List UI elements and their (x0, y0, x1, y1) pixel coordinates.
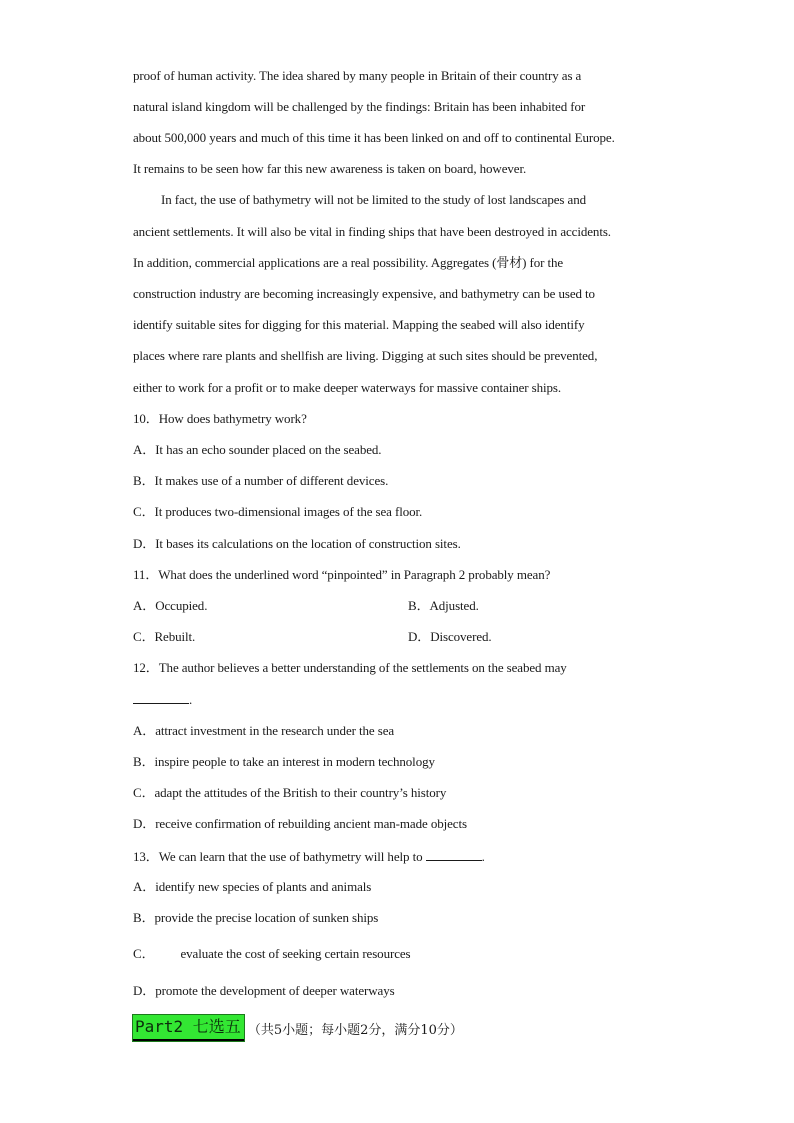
question-stem-line (133, 848, 673, 865)
answer-option: A．attract investment in the research under the sea (133, 723, 395, 738)
answer-option: D．Discovered. (408, 629, 492, 644)
passage-line: It remains to be seen how far this new awareness is taken on board, however. (133, 161, 527, 176)
option-text: promote the development of deeper waterways (155, 983, 395, 998)
option-letter: D． (133, 983, 156, 998)
answer-blank (426, 848, 482, 861)
section-header (133, 1015, 463, 1041)
answer-option: C．Rebuilt. (133, 629, 196, 644)
option-letter: C． (133, 946, 155, 961)
passage-line: natural island kingdom will be challenged by the findings: Britain has been inhabited for (133, 99, 586, 114)
passage-line: either to work for a profit or to make deeper waterways for massive container ships. (133, 380, 562, 395)
section-description: （共5小题；每小题2分，满分10分） (247, 1022, 463, 1038)
question-stem: 10．How does bathymetry work? (133, 411, 307, 426)
passage-line: construction industry are becoming increasingly expensive, and bathymetry can be used to (133, 286, 595, 301)
question-stem: 11．What does the underlined word “pinpointed” in Paragraph 2 probably mean? (133, 567, 551, 582)
answer-option: D．receive confirmation of rebuilding ancient man-made objects (133, 816, 467, 831)
passage-line: ancient settlements. It will also be vital in finding ships that have been destroyed in accidents. (133, 224, 611, 239)
answer-option: D．It bases its calculations on the location of construction sites. (133, 536, 461, 551)
answer-option: B．It makes use of a number of different devices. (133, 473, 389, 488)
option-letter: B． (133, 910, 155, 925)
answer-option (133, 946, 673, 962)
answer-option: B．inspire people to take an interest in modern technology (133, 754, 435, 769)
passage-line: identify suitable sites for digging for this material. Mapping the seabed will also identify (133, 317, 585, 332)
option-text: provide the precise location of sunken ships (154, 910, 379, 925)
answer-option: B．Adjusted. (408, 598, 479, 613)
option-letter: A． (133, 879, 156, 894)
answer-option (133, 910, 673, 926)
option-text: identify new species of plants and animals (155, 879, 372, 894)
passage-line: In addition, commercial applications are a real possibility. Aggregates (骨材) for the (133, 255, 564, 270)
stem-tail: . (481, 849, 485, 864)
passage-line: about 500,000 years and much of this time it has been linked on and off to continental Europe. (133, 130, 615, 145)
answer-blank (133, 691, 189, 704)
stem-tail: . (189, 692, 193, 707)
answer-option: C．It produces two-dimensional images of the sea floor. (133, 504, 423, 519)
question-stem: 12．The author believes a better understanding of the settlements on the seabed may (133, 660, 567, 675)
answer-option: A．It has an echo sounder placed on the seabed. (133, 442, 382, 457)
passage-line: proof of human activity. The idea shared by many people in Britain of their country as a (133, 68, 582, 83)
section-label: Part2 七选五 (133, 1015, 244, 1041)
answer-option: A．Occupied. (133, 598, 208, 613)
passage-line: In fact, the use of bathymetry will not be limited to the study of lost landscapes and (161, 192, 586, 207)
option-text: evaluate the cost of seeking certain resources (180, 946, 411, 961)
passage-line: places where rare plants and shellfish are living. Digging at such sites should be prevented, (133, 348, 598, 363)
answer-option: C．adapt the attitudes of the British to their country’s history (133, 785, 447, 800)
question-stem: 13．We can learn that the use of bathymetry will help to (133, 849, 423, 864)
answer-option (133, 879, 673, 895)
answer-option (133, 983, 673, 999)
answer-blank-line (133, 691, 673, 708)
